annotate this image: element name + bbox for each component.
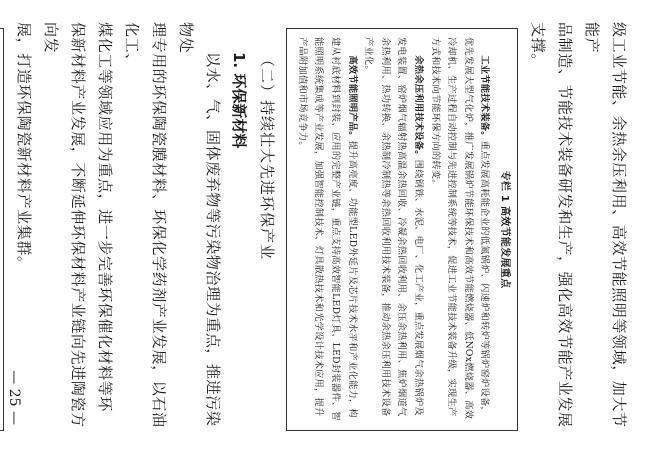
intro-line-2: 品制造、节能技术装备研发和生产，强化高效节能产业发展支撑。 (529, 22, 574, 428)
box-item (360, 37, 426, 422)
page-number: — 25 — (6, 370, 22, 425)
box-item-label: 高效节能照明产品。 (346, 55, 358, 141)
box-item-label: 工业节能技术装备。 (479, 55, 491, 141)
box-item-text: 围绕钢铁、水泥、电厂、化工产业，重点发展烟气余热锅炉及发电装置、窑炉烟气辐射热高温余热回收、冷凝余热回收利用、余压余热利用、焦炉烟道气余热利用、热功转换、余热制冷制热等余热回收利用技术装备，推动余热余压利用技术设备产业化。 (363, 37, 425, 417)
body-line: 展，打造环保陶瓷新材料产业集群。 (15, 22, 34, 272)
intro-line-1: 级工业节能、余热余压利用、高效节能照明等领域，加大节能产 (583, 22, 628, 428)
body-line: 理专用的环保陶瓷膜材料、环保化学药剂产业发展，以石油化工、 (123, 22, 169, 428)
box-item (293, 37, 359, 422)
box-item-text: 提升高亮度、功能型LED外延片及芯片技术水平和产业化能力，构建从衬底材料到封装、应用的完整产业链，重点支持高效智能LED灯具、LED封装器件、智能照明系统集成等产业发展，加强智能控制技术、灯具散热技术和光学设计技术应用，提升产品附加值和市场竞争力。 (296, 37, 358, 421)
body-line: 煤化工等领域应用为重点，进一步完善环保催化材料等环 (96, 22, 115, 413)
subheading: 1. 环保新材料 (230, 52, 249, 149)
section-heading: （二）持续壮大先进环保产业 (258, 52, 277, 261)
box-item-label: 余热余压利用技术设备。 (413, 55, 425, 160)
body-line: 保新材料产业发展，不断延伸环保材料产业链向先进陶瓷方向发 (42, 22, 88, 428)
box-title: 专栏 1 高效节能发展重点 (499, 170, 510, 289)
box-highlight-energy-saving (286, 28, 518, 431)
box-item (426, 37, 492, 422)
box-highlight-env-materials (0, 28, 4, 431)
box-item-text: 重点发展高耗能企业的低氮锅炉、闪速炉和转炉等锅炉窑炉设备，优先发展大型气化炉，推广发展锅炉节能环保技术和高效节能燃烧器、低NOx燃烧器、高效冷却机、生产过程自动控制与先进控制系统等技术，促进工业节能技术装备升级，实现生产方式和技术向节能环保方向的转变。 (429, 37, 491, 420)
body-line: 以水、气、固体废弃物等污染物治理为重点，推进污染物处 (177, 22, 223, 427)
